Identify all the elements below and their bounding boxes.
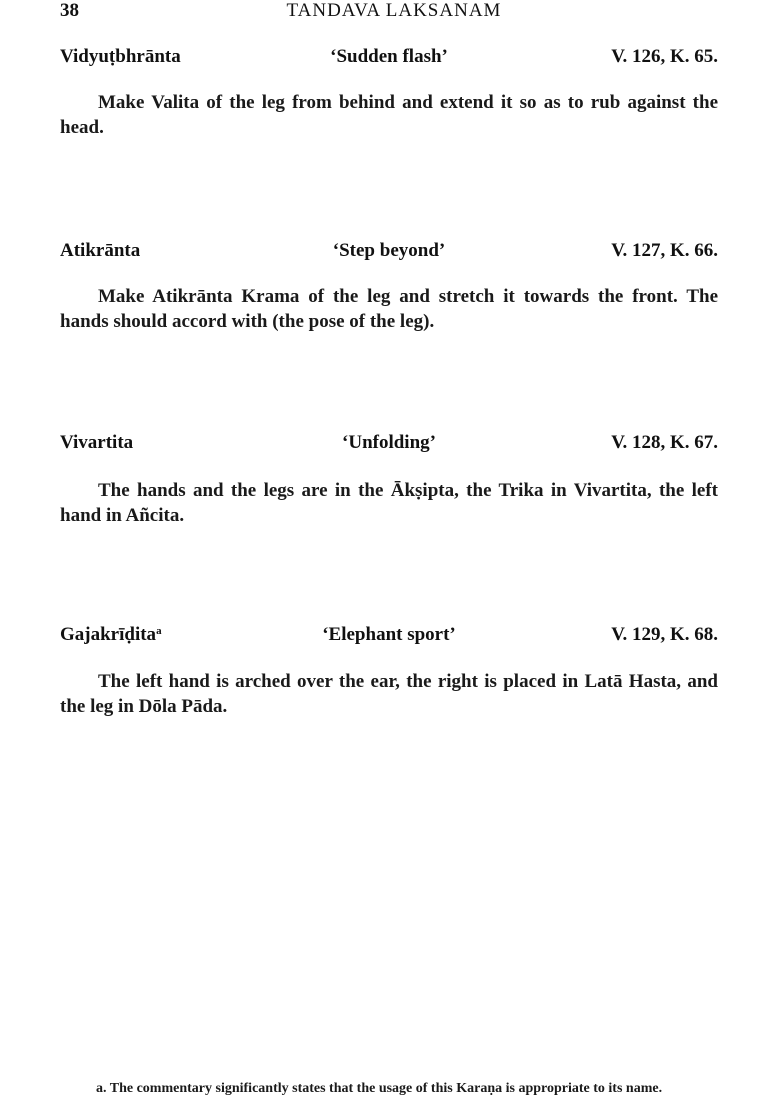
running-head	[60, 0, 718, 26]
entry-description: Make Valita of the leg from behind and extend it so as to rub against the head.	[60, 92, 718, 138]
page-number: 38	[60, 0, 79, 21]
entry-heading	[60, 46, 718, 74]
entry-reference: V. 126, K. 65.	[611, 46, 718, 67]
entry-description: The left hand is arched over the ear, the right is placed in Latā Hasta, and the leg in Dōla Pāda.	[60, 671, 718, 717]
entry-heading	[60, 624, 718, 652]
entry-gloss: ‘Unfolding’	[342, 432, 436, 453]
entry-reference: V. 128, K. 67.	[611, 432, 718, 453]
entry-reference: V. 129, K. 68.	[611, 624, 718, 645]
entry-reference: V. 127, K. 66.	[611, 240, 718, 261]
entry-name: Gajakrīḍita$^a$	[60, 624, 162, 645]
entry-name: Vidyuṭbhrānta	[60, 46, 181, 67]
entry-heading	[60, 240, 718, 268]
karana-entry-vidyutbhranta	[60, 46, 718, 140]
karana-entry-vivartita	[60, 432, 718, 528]
footnote-marker: a	[156, 625, 162, 637]
entry-description: Make Atikrānta Krama of the leg and stretch it towards the front. The hands should accord with (the pose of the leg).	[60, 286, 718, 332]
footnote: a. The commentary significantly states that the usage of this Karaṇa is appropriate to its name.	[96, 1081, 663, 1096]
karana-entry-gajakridita	[60, 624, 718, 719]
entry-gloss: ‘Elephant sport’	[322, 624, 456, 645]
book-title: TANDAVA LAKSANAM	[286, 0, 502, 21]
entry-description: The hands and the legs are in the Ākṣipta, the Trika in Vivartita, the left hand in Añcita.	[60, 480, 718, 526]
entry-heading	[60, 432, 718, 460]
entry-name: Atikrānta	[60, 240, 141, 261]
karana-entry-atikranta	[60, 240, 718, 334]
entry-gloss: ‘Step beyond’	[332, 240, 446, 261]
entry-name: Vivartita	[60, 432, 134, 453]
entry-gloss: ‘Sudden flash’	[330, 46, 448, 67]
